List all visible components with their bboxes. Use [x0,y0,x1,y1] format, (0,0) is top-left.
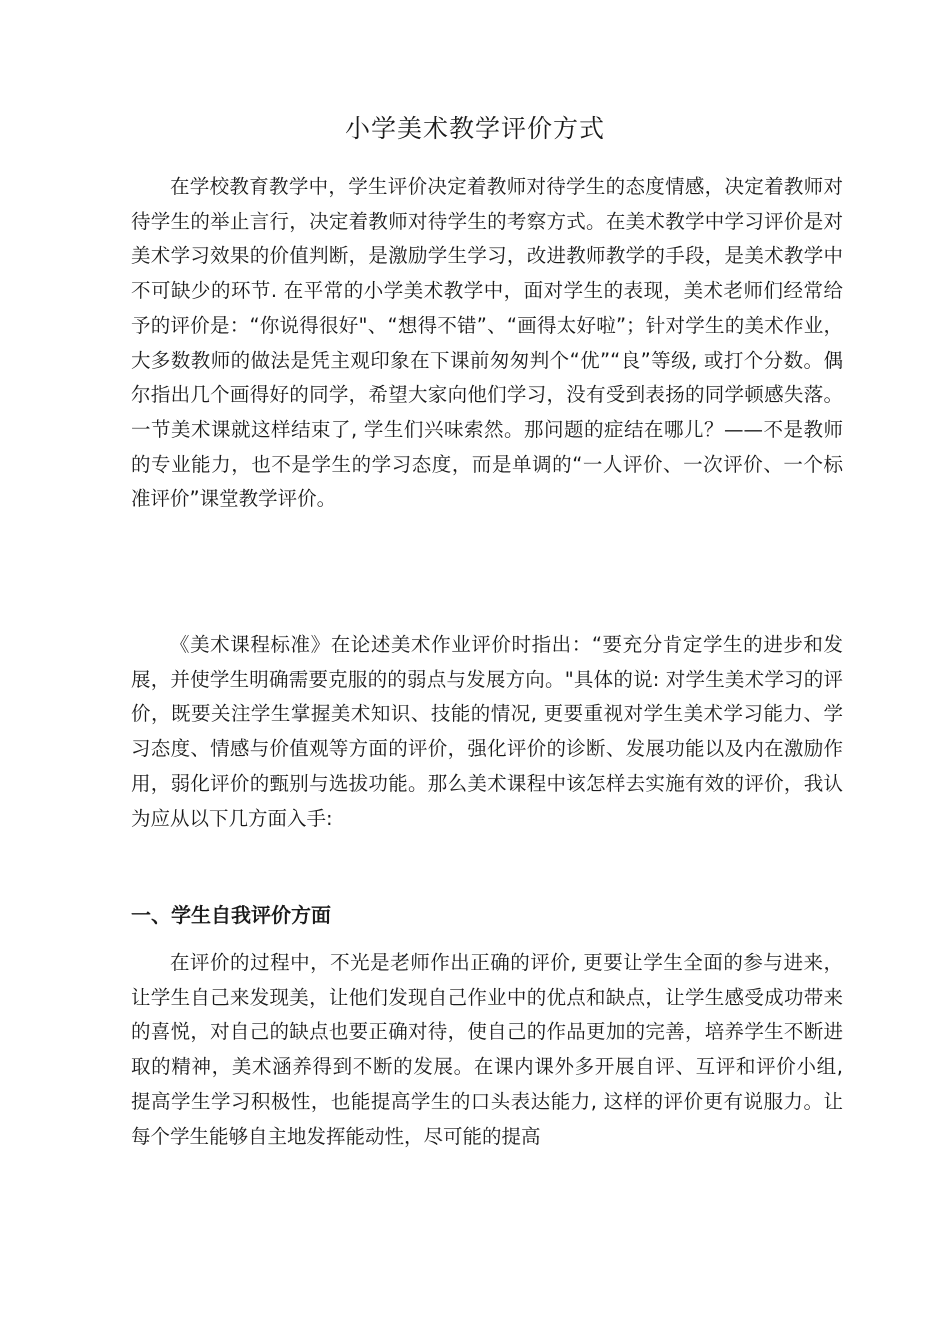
paragraph-intro: 在学校教育教学中，学生评价决定着教师对待学生的态度情感，决定着教师对待学生的举止言行，决定着教师对待学生的考察方式。在美术教学中学习评价是对美术学习效果的价值判断，是激励学生学习，改进教师教学的手段，是美术教学中不可缺少的环节. 在平常的小学美术教学中，面对学生的表现，美术老师们经常给予的评价是：“你说得很好"、“想得不错”、“画得太好啦”；针对学生的美术作业，大多数教师的做法是凭主观印象在下课前匆匆判个“优”“良”等级, 或打个分数。偶尔指出几个画得好的同学，希望大家向他们学习，没有受到表扬的同学顿感失落。一节美术课就这样结束了, 学生们兴味索然。那问题的症结在哪儿？——不是教师的专业能力，也不是学生的学习态度，而是单调的“一人评价、一次评价、一个标准评价”课堂教学评价。 [131,175,843,511]
paragraph-self-evaluation: 在评价的过程中，不光是老师作出正确的评价, 更要让学生全面的参与进来，让学生自己来发现美，让他们发现自己作业中的优点和缺点，让学生感受成功带来的喜悦，对自己的缺点也要正确对待，使自己的作品更加的完善，培养学生不断进取的精神，美术涵养得到不断的发展。在课内课外多开展自评、互评和评价小组, 提高学生学习积极性，也能提高学生的口头表达能力, 这样的评价更有说服力。让每个学生能够自主地发挥能动性，尽可能的提高 [131,951,843,1148]
section-heading-self-evaluation: 一、学生自我评价方面 [131,903,331,927]
paragraph-curriculum-standard: 《美术课程标准》在论述美术作业评价时指出：“要充分肯定学生的进步和发展，并使学生明确需要克服的的弱点与发展方向。"具体的说: 对学生美术学习的评价，既要关注学生掌握美术知识、技能的情况, 更要重视对学生美术学习能力、学习态度、情感与价值观等方面的评价，强化评价的诊断、发展功能以及内在激励作用，弱化评价的甄别与选拔功能。那么美术课程中该怎样去实施有效的评价，我认为应从以下几方面入手: [131,633,843,830]
document-title: 小学美术教学评价方式 [344,114,605,143]
